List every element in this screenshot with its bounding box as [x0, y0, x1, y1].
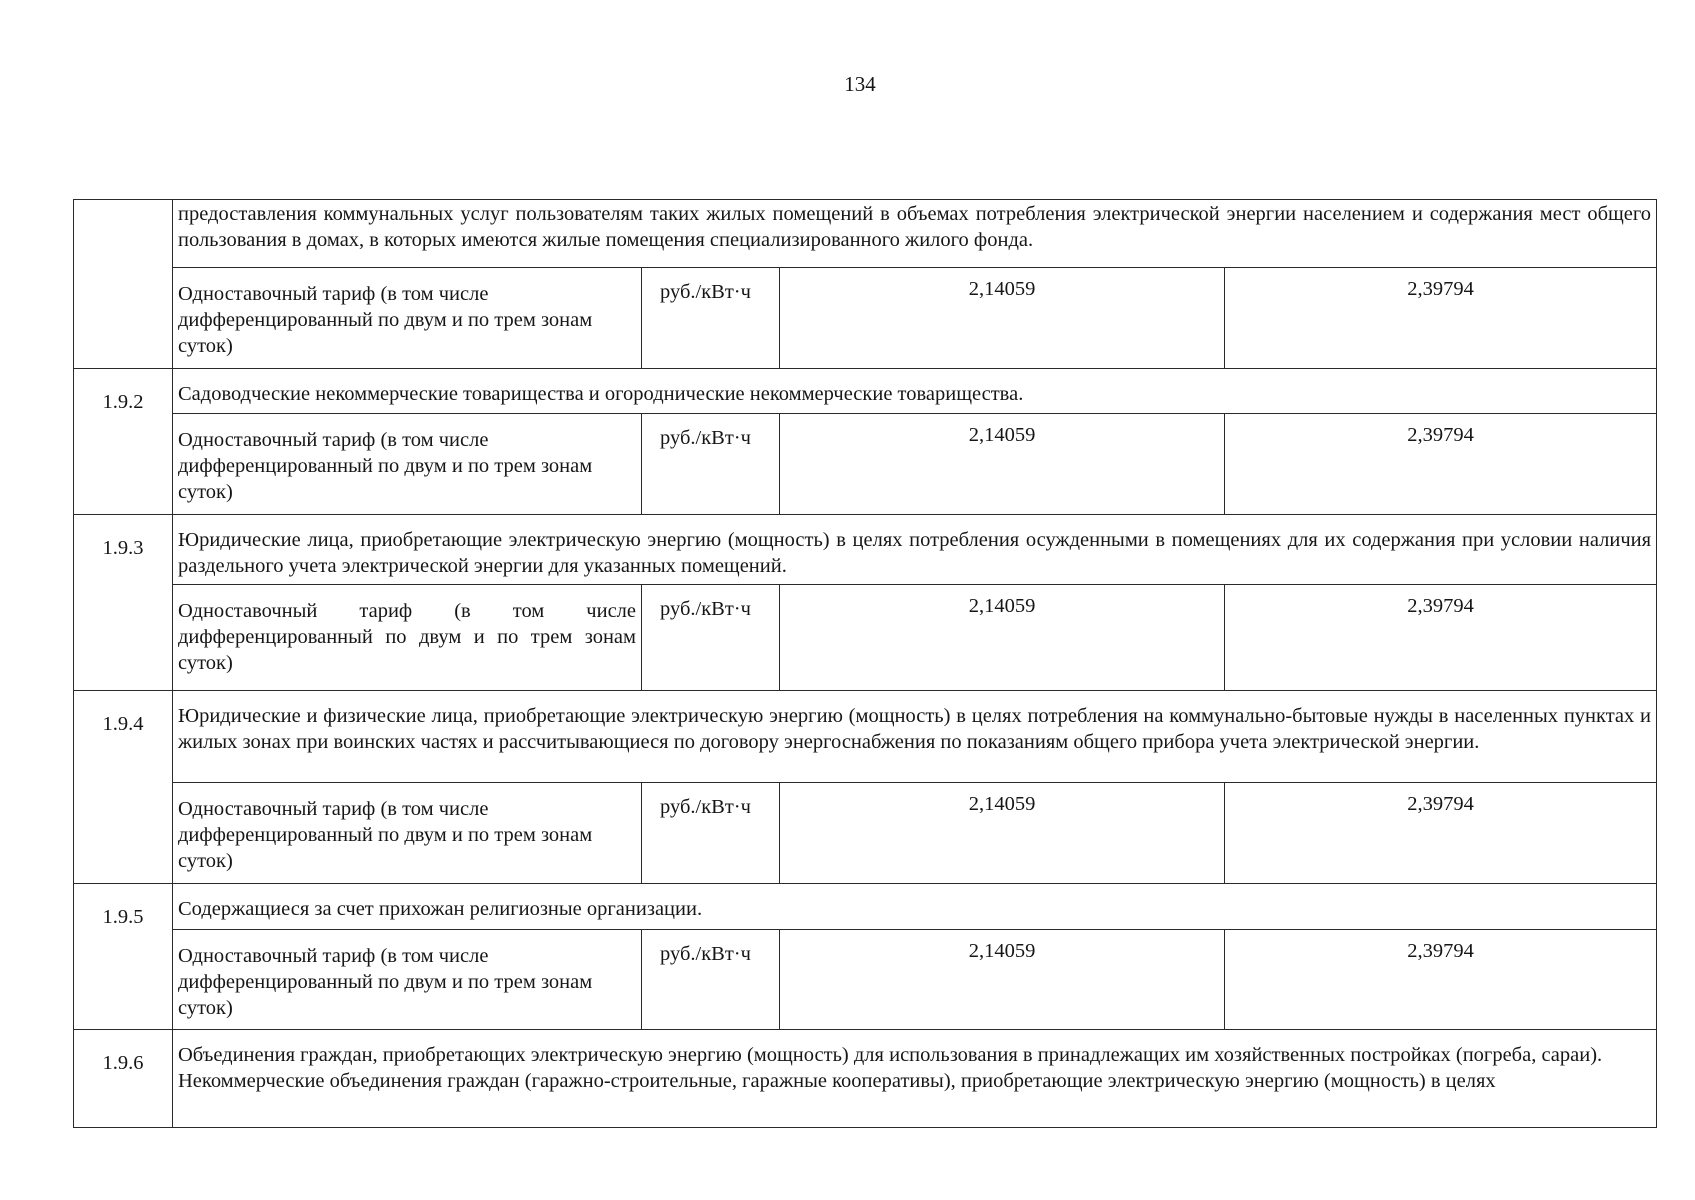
tariff-name: Одноставочный тариф (в том числе дифференцированный по двум и по трем зонам суток): [173, 585, 642, 691]
section-description: Садоводческие некоммерческие товарищества и огороднические некоммерческие товарищества.: [173, 369, 1657, 414]
intro-description-row: [74, 200, 1657, 268]
tariff-value-2: 2,39794: [1225, 930, 1657, 1030]
tariff-value-1: 2,14059: [780, 414, 1225, 515]
tariff-unit: руб./кВт·ч: [642, 268, 780, 369]
section-description: Юридические лица, приобретающие электрическую энергию (мощность) в целях потребления осужденными в помещениях для их содержания при условии наличия раздельного учета электрической энергии для указанных помещений.: [173, 515, 1657, 585]
tariff-unit: руб./кВт·ч: [642, 585, 780, 691]
tariff-value-1: 2,14059: [780, 585, 1225, 691]
section-description-row: [74, 691, 1657, 783]
tariff-name: Одноставочный тариф (в том числе дифференцированный по двум и по трем зонам суток): [173, 930, 642, 1030]
section-description-row: [74, 369, 1657, 414]
tariff-name: Одноставочный тариф (в том числе дифференцированный по двум и по трем зонам суток): [173, 268, 642, 369]
tariff-unit: руб./кВт·ч: [642, 930, 780, 1030]
tariff-value-1: 2,14059: [780, 930, 1225, 1030]
page-number: 134: [844, 72, 876, 96]
section-description: Юридические и физические лица, приобретающие электрическую энергию (мощность) в целях потребления на коммунально-бытовые нужды в населенных пунктах и жилых зонах при воинских частях и рассчитывающиеся по договору энергоснабжения по показаниям общего прибора учета электрической энергии.: [173, 691, 1657, 783]
tariff-value-2: 2,39794: [1225, 783, 1657, 884]
section-description-part-1: Объединения граждан, приобретающих электрическую энергию (мощность) для использования в принадлежащих им хозяйственных постройках (погреба, сараи).: [178, 1044, 1603, 1066]
tariff-unit: руб./кВт·ч: [642, 783, 780, 884]
section-description-row: [74, 515, 1657, 585]
section-number: 1.9.4: [74, 691, 173, 884]
tariff-value-1: 2,14059: [780, 268, 1225, 369]
tariff-value-2: 2,39794: [1225, 268, 1657, 369]
intro-description: предоставления коммунальных услуг пользователям таких жилых помещений в объемах потребления электрической энергии населением и содержания мест общего пользования в домах, в которых имеются жилые помещения специализированного жилого фонда.: [173, 200, 1657, 268]
tariff-value-1: 2,14059: [780, 783, 1225, 884]
tariff-table: [73, 199, 1657, 1128]
section-description: [173, 1030, 1657, 1128]
tariff-value-2: 2,39794: [1225, 414, 1657, 515]
tariff-row: [74, 930, 1657, 1030]
tariff-name: Одноставочный тариф (в том числе дифференцированный по двум и по трем зонам суток): [173, 414, 642, 515]
tariff-row: [74, 268, 1657, 369]
section-description-part-2: Некоммерческие объединения граждан (гаражно-строительные, гаражные кооперативы), приобретающие электрическую энергию (мощность) в целях: [178, 1069, 1496, 1092]
tariff-row: [74, 585, 1657, 691]
section-description-row: [74, 884, 1657, 930]
tariff-unit: руб./кВт·ч: [642, 414, 780, 515]
section-number: 1.9.5: [74, 884, 173, 1030]
section-number: 1.9.6: [74, 1030, 173, 1128]
section-number: 1.9.3: [74, 515, 173, 691]
section-description: Содержащиеся за счет прихожан религиозные организации.: [173, 884, 1657, 930]
tariff-name: Одноставочный тариф (в том числе дифференцированный по двум и по трем зонам суток): [173, 783, 642, 884]
section-description-row: [74, 1030, 1657, 1128]
tariff-row: [74, 783, 1657, 884]
tariff-value-2: 2,39794: [1225, 585, 1657, 691]
intro-number-cell: [74, 200, 173, 369]
section-number: 1.9.2: [74, 369, 173, 515]
tariff-row: [74, 414, 1657, 515]
